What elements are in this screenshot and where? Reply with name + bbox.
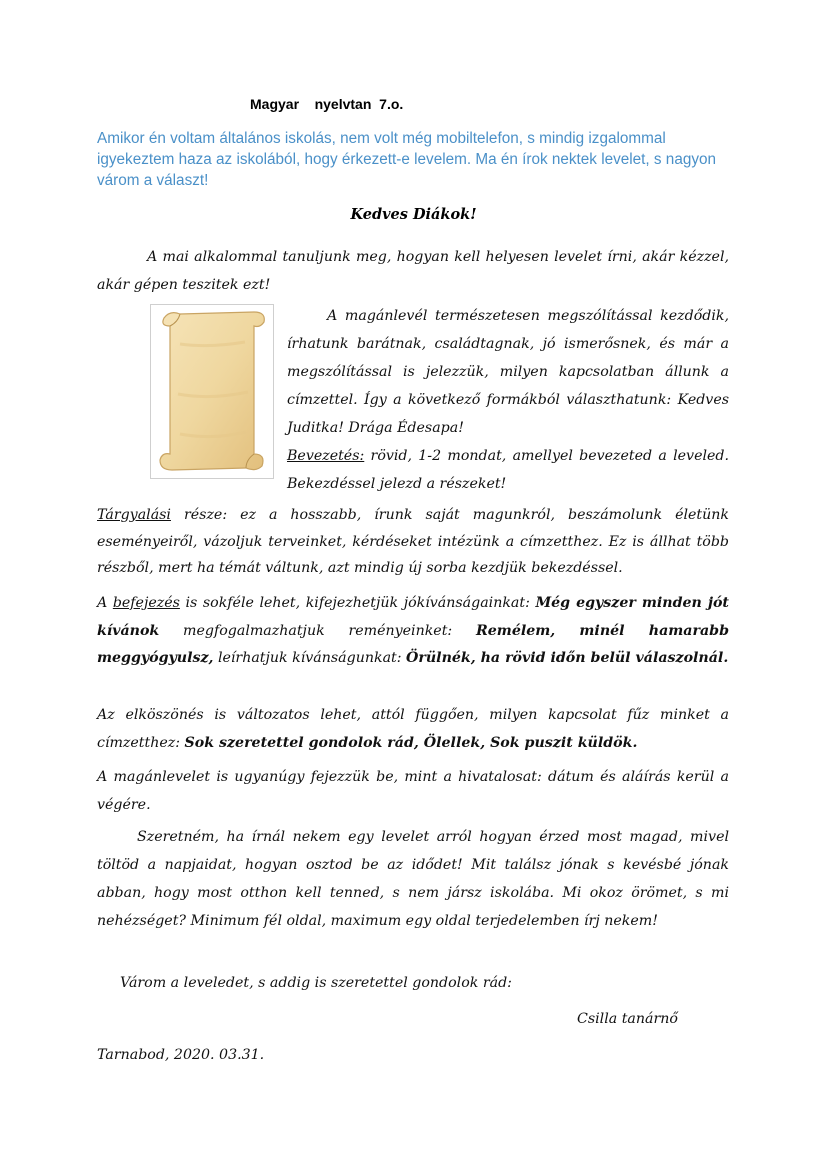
ending-text-2: megfogalmazhatjuk reményeinket:: [159, 622, 476, 639]
ending-lead: A: [97, 595, 113, 611]
parchment-scroll-icon: [150, 304, 274, 479]
paragraph-farewell: [97, 702, 729, 757]
ending-text-3: leírhatjuk kívánságunkat:: [213, 650, 407, 666]
paragraph-body: [97, 502, 729, 582]
farewell-text: Az elköszönés is változatos lehet, attól függően, milyen kapcsolat fűz minket a címzetthez:: [97, 707, 729, 751]
farewell-example: Sok szeretettel gondolok rád, Ölellek, Sok puszit küldök.: [184, 734, 638, 751]
ending-text-1: is sokféle lehet, kifejezhetjük jókívánságainkat:: [179, 595, 536, 611]
paragraph-salutation: [287, 302, 729, 498]
ending-label: befejezés: [112, 595, 180, 611]
closing-line: Várom a leveledet, s addig is szeretettel gondolok rád:: [120, 975, 512, 991]
intro-paragraph: Amikor én voltam általános iskolás, nem volt még mobiltelefon, s mindig izgalommal igyekeztem haza az iskolából, hogy érkezett-e levelem. Ma én írok nektek levelet, s nagyon várom a választ!: [97, 130, 716, 189]
body-label: Tárgyalási: [97, 507, 171, 523]
body-text: része: ez a hosszabb, írunk saját magunkról, beszámolunk életünk eseményeiről, vázoljuk terveinket, kérdéseket intézünk a címzetthez. Ez is állhat több részből, mert ha témát váltunk, azt mindig új sorba kezdjük bekezdéssel.: [97, 507, 729, 577]
ending-example-1: Még egyszer minden jót kívánok: [97, 595, 729, 639]
salutation-examples: Kedves Juditka! Drága Édesapa!: [287, 392, 729, 436]
paragraph-assignment: Szeretném, ha írnál nekem egy levelet arról hogyan érzed most magad, mivel töltöd a napjaidat, hogyan osztod be az idődet! Mit találsz jónak s kevésbé jónak abban, hogy most otthon kell tenned, s nem jársz iskolába. Mi okoz örömet, s mi nehézséget? Minimum fél oldal, maximum egy oldal terjedelemben írj nekem!: [97, 829, 729, 929]
place-date: Tarnabod, 2020. 03.31.: [97, 1047, 265, 1063]
intro-label: Bevezetés:: [287, 448, 365, 464]
intro-text: rövid, 1-2 mondat, amellyel bevezeted a leveled. Bekezdéssel jelezd a részeket!: [287, 448, 729, 492]
paragraph-ending: [97, 590, 729, 673]
greeting: Kedves Diákok!: [350, 206, 477, 223]
ending-example-2: Remélem, minél hamarabb meggyógyulsz,: [97, 622, 729, 666]
salutation-text: A magánlevél természetesen megszólítással kezdődik, írhatunk barátnak, családtagnak, jó ismerősnek, és már a megszólítással is jelezzük, milyen kapcsolatban állunk a címzettel. Így a következő formákból választhatunk:: [287, 308, 729, 408]
document-title: Magyar nyelvtan 7.o.: [250, 96, 404, 112]
ending-example-3: Örülnék, ha rövid időn belül válaszolnál.: [406, 650, 729, 666]
paragraph-closing-rule: A magánlevelet is ugyanúgy fejezzük be, mint a hivatalosat: dátum és aláírás kerül a végére.: [97, 769, 729, 813]
signature: Csilla tanárnő: [577, 1011, 678, 1027]
paragraph-opening: A mai alkalommal tanuljunk meg, hogyan kell helyesen levelet írni, akár kézzel, akár gépen teszitek ezt!: [97, 249, 729, 293]
